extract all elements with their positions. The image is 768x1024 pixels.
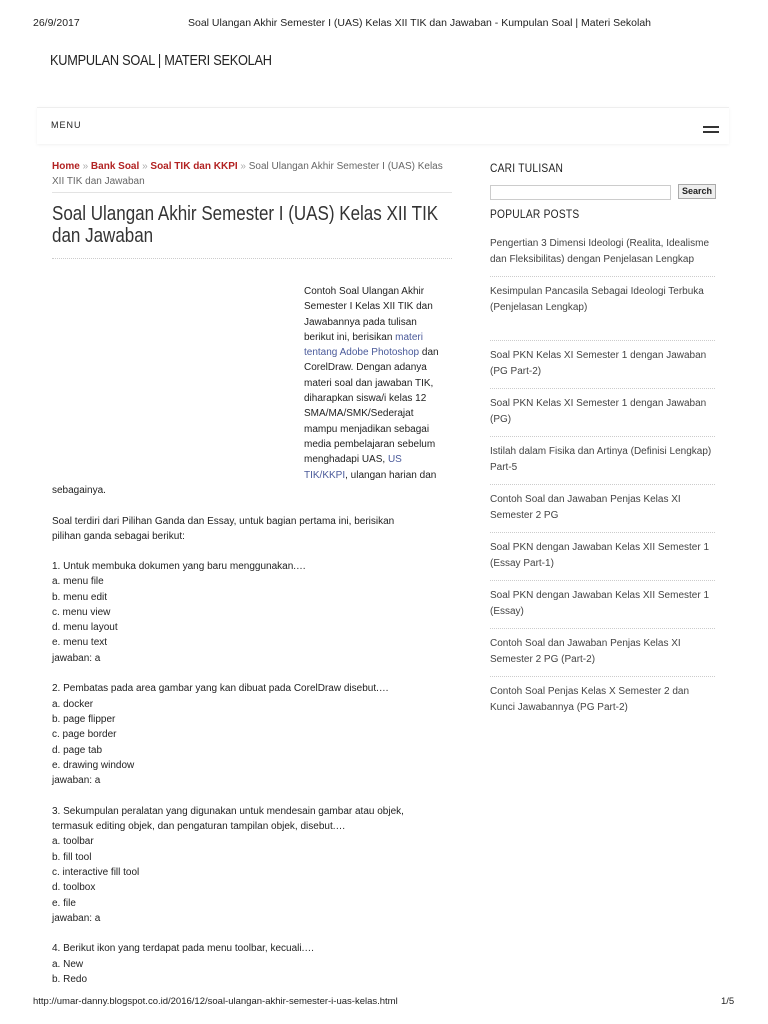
popular-post-link[interactable]: Soal PKN dengan Jawaban Kelas XII Semester 1 (Essay) bbox=[490, 590, 710, 617]
text-line bbox=[304, 452, 464, 467]
question-line: 1. Untuk membuka dokumen yang baru menggunakan.… bbox=[52, 561, 307, 572]
text: dan bbox=[419, 347, 439, 359]
question-line: d. page tab bbox=[52, 744, 103, 756]
question-line: b. Redo bbox=[52, 974, 88, 986]
breadcrumb-sep: » bbox=[82, 161, 89, 172]
print-title: Soal Ulangan Akhir Semester I (UAS) Kelas XII TIK dan Jawaban - Kumpulan Soal | Materi Sekolah bbox=[188, 17, 652, 29]
text-line: materi soal dan jawaban TIK, bbox=[304, 377, 434, 389]
divider bbox=[52, 192, 452, 193]
question-line: jawaban: a bbox=[52, 652, 101, 664]
question-line: termasuk editing objek, dan pengaturan tampilan objek, disebut.… bbox=[52, 821, 346, 833]
us-tik-link[interactable]: US bbox=[387, 454, 402, 466]
print-url: http://umar-danny.blogspot.co.id/2016/12/soal-ulangan-akhir-semester-i-uas-kelas.html bbox=[33, 996, 398, 1007]
divider bbox=[490, 340, 715, 341]
question-line: jawaban: a bbox=[52, 775, 101, 787]
us-tik-link[interactable]: TIK/KKPI bbox=[304, 469, 346, 481]
popular-post-link[interactable]: Soal PKN Kelas XI Semester 1 dengan Jawaban (PG Part-2) bbox=[490, 350, 707, 377]
breadcrumb-current: Soal Ulangan Akhir Semester I (UAS) Kelas XII TIK dan Jawaban bbox=[52, 161, 443, 187]
popular-post-link[interactable]: Istilah dalam Fisika dan Artinya (Definisi Lengkap) Part-5 bbox=[490, 446, 712, 473]
question-line: c. interactive fill tool bbox=[52, 866, 140, 878]
search-button[interactable]: Search bbox=[678, 184, 716, 199]
breadcrumb-sep: » bbox=[142, 161, 148, 172]
question-line: 2. Pembatas pada area gambar yang kan dibuat pada CorelDraw disebut.… bbox=[52, 683, 389, 695]
divider bbox=[490, 628, 715, 629]
text-line: pilihan ganda sebagai berikut: bbox=[52, 531, 185, 543]
photoshop-link[interactable]: tentang Adobe Photoshop bbox=[304, 347, 420, 359]
breadcrumb-home[interactable]: Home bbox=[52, 161, 80, 172]
question-line: a. toolbar bbox=[52, 836, 94, 848]
question-line: e. menu text bbox=[52, 637, 108, 649]
divider bbox=[490, 676, 715, 677]
question-block bbox=[52, 559, 452, 666]
question-line: 4. Berikut ikon yang terdapat pada menu toolbar, kecuali.… bbox=[52, 943, 315, 955]
text-line bbox=[304, 345, 464, 360]
intro-paragraph bbox=[304, 284, 464, 483]
question-line: b. fill tool bbox=[52, 851, 92, 863]
breadcrumb-category[interactable]: Soal TIK dan KKPI bbox=[150, 161, 238, 172]
popular-posts-heading: POPULAR POSTS bbox=[490, 207, 580, 221]
question-line: c. page border bbox=[52, 729, 117, 741]
question-line: e. drawing window bbox=[52, 759, 135, 771]
site-title[interactable]: KUMPULAN SOAL | MATERI SEKOLAH bbox=[50, 52, 272, 69]
divider bbox=[490, 436, 715, 437]
popular-post-link[interactable]: Contoh Soal Penjas Kelas X Semester 2 dan Kunci Jawabannya (PG Part-2) bbox=[490, 686, 690, 713]
paragraph-2 bbox=[52, 514, 452, 545]
photoshop-link[interactable]: materi bbox=[395, 331, 423, 343]
text-line: mampu menjadikan sebagai bbox=[304, 423, 430, 435]
text-line: Contoh Soal Ulangan Akhir bbox=[304, 286, 425, 297]
text-line: media pembelajaran sebelum bbox=[304, 438, 436, 450]
search-input[interactable] bbox=[490, 185, 671, 200]
question-list bbox=[52, 559, 452, 1003]
hamburger-icon[interactable] bbox=[703, 126, 719, 136]
question-line: d. toolbox bbox=[52, 882, 96, 894]
question-block bbox=[52, 941, 452, 987]
menu-label[interactable]: MENU bbox=[51, 120, 82, 130]
divider bbox=[490, 388, 715, 389]
breadcrumb-sep: » bbox=[240, 161, 246, 172]
popular-post-link[interactable]: Contoh Soal dan Jawaban Penjas Kelas XI Semester 2 PG bbox=[490, 494, 681, 521]
question-line: a. menu file bbox=[52, 576, 104, 588]
text-line: sebagainya. bbox=[52, 485, 106, 496]
breadcrumb-bank-soal[interactable]: Bank Soal bbox=[90, 161, 140, 172]
popular-post-link[interactable]: Contoh Soal dan Jawaban Penjas Kelas XI Semester 2 PG (Part-2) bbox=[490, 638, 681, 665]
divider bbox=[490, 532, 715, 533]
question-line: a. docker bbox=[52, 698, 94, 710]
question-line: d. menu layout bbox=[52, 622, 118, 634]
divider bbox=[52, 258, 452, 259]
divider bbox=[490, 276, 715, 277]
post-title: Soal Ulangan Akhir Semester I (UAS) Kelas XII TIK dan Jawaban bbox=[52, 203, 439, 247]
popular-post-link[interactable]: Soal PKN Kelas XI Semester 1 dengan Jawaban (PG) bbox=[490, 398, 707, 425]
text-line bbox=[304, 468, 464, 483]
question-line: c. menu view bbox=[52, 606, 111, 618]
question-line: e. file bbox=[52, 897, 76, 909]
search-heading: CARI TULISAN bbox=[490, 161, 564, 175]
text-line: Semester I Kelas XII TIK dan bbox=[304, 301, 433, 313]
text-line: diharapkan siswa/i kelas 12 bbox=[304, 393, 427, 405]
question-line: jawaban: a bbox=[52, 912, 101, 924]
question-line: 3. Sekumpulan peralatan yang digunakan untuk mendesain gambar atau objek, bbox=[52, 805, 404, 817]
menu-bar bbox=[37, 107, 729, 144]
question-block bbox=[52, 804, 452, 926]
text-line: Soal terdiri dari Pilihan Ganda dan Essay, untuk bagian pertama ini, berisikan bbox=[52, 516, 395, 527]
breadcrumb bbox=[52, 159, 452, 189]
text-line bbox=[304, 330, 464, 345]
popular-post-link[interactable]: Soal PKN dengan Jawaban Kelas XII Semester 1 (Essay Part-1) bbox=[490, 542, 710, 569]
divider bbox=[490, 484, 715, 485]
text: berikut ini, berisikan bbox=[304, 331, 396, 343]
question-line: b. menu edit bbox=[52, 591, 108, 603]
divider bbox=[490, 580, 715, 581]
question-line: a. New bbox=[52, 958, 84, 970]
print-date: 26/9/2017 bbox=[33, 17, 80, 29]
popular-post-link[interactable]: Pengertian 3 Dimensi Ideologi (Realita, Idealisme dan Fleksibilitas) dengan Penjelasan Lengkap bbox=[490, 238, 710, 265]
question-block bbox=[52, 681, 452, 788]
popular-post-link[interactable]: Kesimpulan Pancasila Sebagai Ideologi Terbuka (Penjelasan Lengkap) bbox=[490, 286, 704, 313]
question-line: b. page flipper bbox=[52, 713, 116, 725]
text-line: Jawabannya pada tulisan bbox=[304, 316, 417, 328]
text: , ulangan harian dan bbox=[345, 469, 437, 481]
text: menghadapi UAS, bbox=[304, 454, 388, 466]
text-line: CorelDraw. Dengan adanya bbox=[304, 362, 427, 374]
page-number: 1/5 bbox=[721, 996, 735, 1007]
text-line: SMA/MA/SMK/Sederajat bbox=[304, 408, 414, 420]
